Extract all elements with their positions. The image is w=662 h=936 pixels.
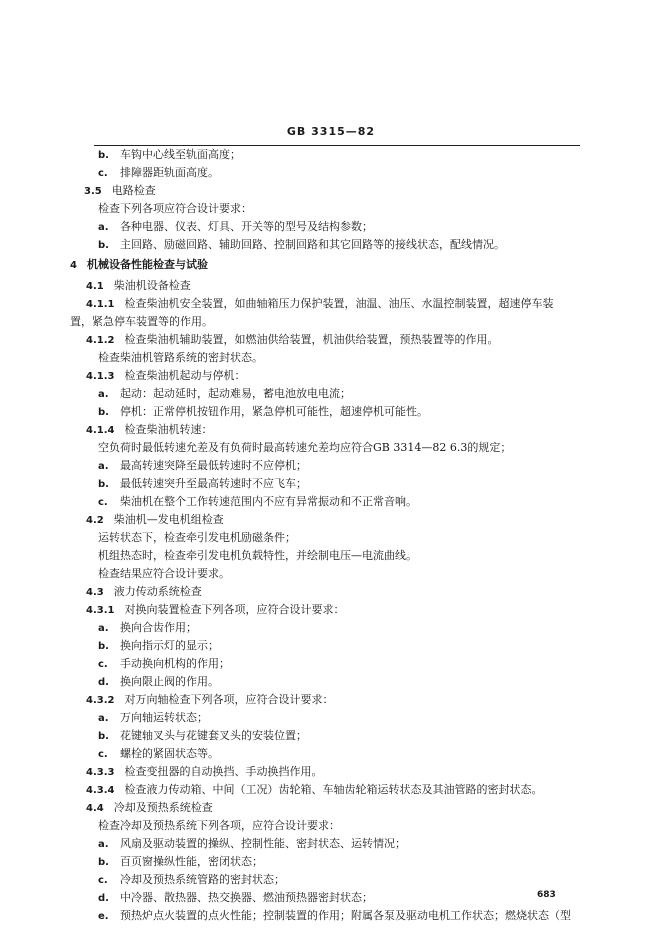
line-text: 各种电器、仪表、灯具、开关等的型号及结构参数； bbox=[120, 220, 373, 233]
line-text: 运转状态下，检查牵引发电机励磁条件； bbox=[98, 531, 296, 544]
list-marker: b. bbox=[98, 240, 109, 251]
header-rule bbox=[94, 145, 580, 146]
section-number: 3.5 bbox=[84, 186, 102, 197]
line-text: 百页窗操纵性能，密闭状态； bbox=[120, 855, 263, 868]
text-line bbox=[98, 531, 296, 545]
list-marker: e. bbox=[98, 911, 109, 922]
text-line bbox=[98, 711, 208, 726]
line-text: 换向合齿作用； bbox=[120, 621, 197, 634]
page-header: GB 3315—82 bbox=[286, 125, 376, 138]
text-line bbox=[98, 873, 285, 888]
line-text: 主回路、励磁回路、辅助回路、控制回路和其它回路等的接线状态，配线情况。 bbox=[120, 238, 505, 251]
list-marker: b. bbox=[98, 479, 109, 490]
text-line bbox=[86, 765, 322, 780]
text-line bbox=[98, 747, 219, 762]
line-text: 检查变扭器的自动换挡、手动换挡作用。 bbox=[124, 765, 323, 778]
list-marker: a. bbox=[98, 713, 109, 724]
text-line bbox=[98, 166, 219, 181]
text-line bbox=[86, 369, 245, 384]
line-text: 机械设备性能检查与试验 bbox=[86, 258, 208, 271]
text-line bbox=[98, 148, 241, 163]
text-line bbox=[98, 202, 252, 216]
list-marker: a. bbox=[98, 461, 109, 472]
text-line bbox=[86, 603, 344, 618]
text-line bbox=[98, 387, 351, 402]
section-number: 4.2 bbox=[86, 515, 104, 526]
line-text: 检查下列各项应符合设计要求： bbox=[98, 202, 252, 215]
text-line bbox=[98, 459, 307, 474]
line-text: 电路检查 bbox=[111, 184, 156, 197]
text-line bbox=[70, 315, 213, 329]
line-text: 空负荷时最低转速允差及有负荷时最高转速允差均应符合GB 3314—82 6.3的规定； bbox=[98, 441, 512, 454]
list-marker: b. bbox=[98, 731, 109, 742]
section-number: 4.1.2 bbox=[86, 335, 115, 346]
text-line bbox=[86, 513, 224, 528]
text-line bbox=[98, 819, 340, 833]
text-line bbox=[98, 477, 307, 492]
line-text: 冷却及预热系统检查 bbox=[113, 801, 213, 814]
line-text: 螺栓的紧固状态等。 bbox=[120, 747, 219, 760]
text-line bbox=[70, 258, 208, 273]
text-line bbox=[98, 855, 263, 870]
line-text: 检查柴油机辅助装置，如燃油供给装置，机油供给装置，预热装置等的作用。 bbox=[124, 333, 499, 346]
text-line bbox=[98, 675, 219, 690]
line-text: 置，紧急停车装置等的作用。 bbox=[70, 315, 213, 328]
text-line bbox=[86, 333, 498, 348]
line-text: 检查柴油机安全装置，如曲轴箱压力保护装置，油温、油压、水温控制装置，超速停车装 bbox=[124, 297, 554, 310]
section-number: 4.3.2 bbox=[86, 695, 115, 706]
text-line bbox=[86, 693, 333, 708]
line-text: 机组热态时，检查牵引发电机负载特性，并绘制电压—电流曲线。 bbox=[98, 549, 417, 562]
list-marker: c. bbox=[98, 749, 108, 760]
text-line bbox=[98, 621, 197, 636]
line-text: 最高转速突降至最低转速时不应停机； bbox=[120, 459, 307, 472]
list-marker: c. bbox=[98, 497, 108, 508]
section-number: 4.3.4 bbox=[86, 785, 115, 796]
section-number: 4.1.4 bbox=[86, 425, 115, 436]
line-text: 车钩中心线至轨面高度； bbox=[120, 148, 241, 161]
line-text: 对换向装置检查下列各项，应符合设计要求： bbox=[124, 603, 345, 616]
line-text: 花键轴叉头与花键套叉头的安装位置； bbox=[120, 729, 307, 742]
line-text: 液力传动系统检查 bbox=[113, 585, 202, 598]
text-line bbox=[98, 639, 219, 654]
text-line bbox=[86, 585, 202, 600]
line-text: 中冷器、散热器、热交换器、燃油预热器密封状态； bbox=[120, 891, 373, 904]
text-line bbox=[98, 891, 373, 906]
line-text: 最低转速突升至最高转速时不应飞车； bbox=[120, 477, 307, 490]
line-text: 换向限止阀的作用。 bbox=[120, 675, 219, 688]
text-line bbox=[98, 495, 417, 510]
text-line bbox=[98, 220, 373, 235]
section-number: 4 bbox=[70, 260, 77, 271]
line-text: 柴油机设备检查 bbox=[113, 279, 191, 292]
line-text: 手动换向机构的作用； bbox=[120, 657, 230, 670]
line-text: 停机：正常停机按钮作用，紧急停机可能性，超速停机可能性。 bbox=[120, 405, 428, 418]
section-number: 4.1.3 bbox=[86, 371, 115, 382]
line-text: 检查柴油机起动与停机： bbox=[124, 369, 246, 382]
text-line bbox=[98, 549, 417, 563]
line-text: 柴油机—发电机组检查 bbox=[113, 513, 224, 526]
line-text: 柴油机在整个工作转速范围内不应有异常振动和不正常音响。 bbox=[120, 495, 417, 508]
section-number: 4.4 bbox=[86, 803, 104, 814]
list-marker: c. bbox=[98, 659, 108, 670]
line-text: 冷却及预热系统管路的密封状态； bbox=[120, 873, 285, 886]
text-line bbox=[98, 909, 571, 924]
line-text: 万向轴运转状态； bbox=[120, 711, 208, 724]
line-text: 检查柴油机管路系统的密封状态。 bbox=[98, 351, 263, 364]
line-text: 检查液力传动箱、中间（工况）齿轮箱、车轴齿轮箱运转状态及其油管路的密封状态。 bbox=[124, 783, 543, 796]
section-number: 4.1.1 bbox=[86, 299, 115, 310]
text-line bbox=[98, 567, 230, 581]
list-marker: b. bbox=[98, 641, 109, 652]
line-text: 换向指示灯的显示； bbox=[120, 639, 219, 652]
list-marker: b. bbox=[98, 150, 109, 161]
section-number: 4.3 bbox=[86, 587, 104, 598]
text-line bbox=[86, 279, 191, 294]
line-text: 风扇及驱动装置的操纵、控制性能、密封状态、运转情况； bbox=[120, 837, 406, 850]
text-line bbox=[98, 441, 511, 455]
list-marker: a. bbox=[98, 839, 109, 850]
text-line bbox=[98, 405, 428, 420]
list-marker: a. bbox=[98, 623, 109, 634]
list-marker: b. bbox=[98, 407, 109, 418]
list-marker: d. bbox=[98, 893, 109, 904]
text-line bbox=[86, 423, 212, 438]
line-text: 起动：起动延时，起动难易，蓄电池放电电流； bbox=[120, 387, 351, 400]
text-line bbox=[98, 238, 505, 253]
text-line bbox=[86, 801, 213, 816]
list-marker: c. bbox=[98, 875, 108, 886]
list-marker: b. bbox=[98, 857, 109, 868]
text-line bbox=[86, 297, 553, 312]
text-line bbox=[86, 783, 542, 798]
text-line bbox=[84, 184, 156, 199]
text-line bbox=[98, 351, 263, 365]
line-text: 检查结果应符合设计要求。 bbox=[98, 567, 230, 580]
text-line bbox=[98, 729, 307, 744]
line-text: 预热炉点火装置的点火性能；控制装置的作用；附属各泵及驱动电机工作状态；燃烧状态（型 bbox=[120, 909, 571, 922]
line-text: 对万向轴检查下列各项，应符合设计要求： bbox=[124, 693, 334, 706]
list-marker: a. bbox=[98, 389, 109, 400]
line-text: 排障器距轨面高度。 bbox=[120, 166, 219, 179]
list-marker: d. bbox=[98, 677, 109, 688]
list-marker: c. bbox=[98, 168, 108, 179]
section-number: 4.1 bbox=[86, 281, 104, 292]
line-text: 检查冷却及预热系统下列各项，应符合设计要求： bbox=[98, 819, 340, 832]
line-text: 检查柴油机转速： bbox=[124, 423, 213, 436]
page-number: 683 bbox=[537, 890, 556, 900]
section-number: 4.3.1 bbox=[86, 605, 115, 616]
text-line bbox=[98, 837, 406, 852]
list-marker: a. bbox=[98, 222, 109, 233]
section-number: 4.3.3 bbox=[86, 767, 115, 778]
text-line bbox=[98, 657, 230, 672]
